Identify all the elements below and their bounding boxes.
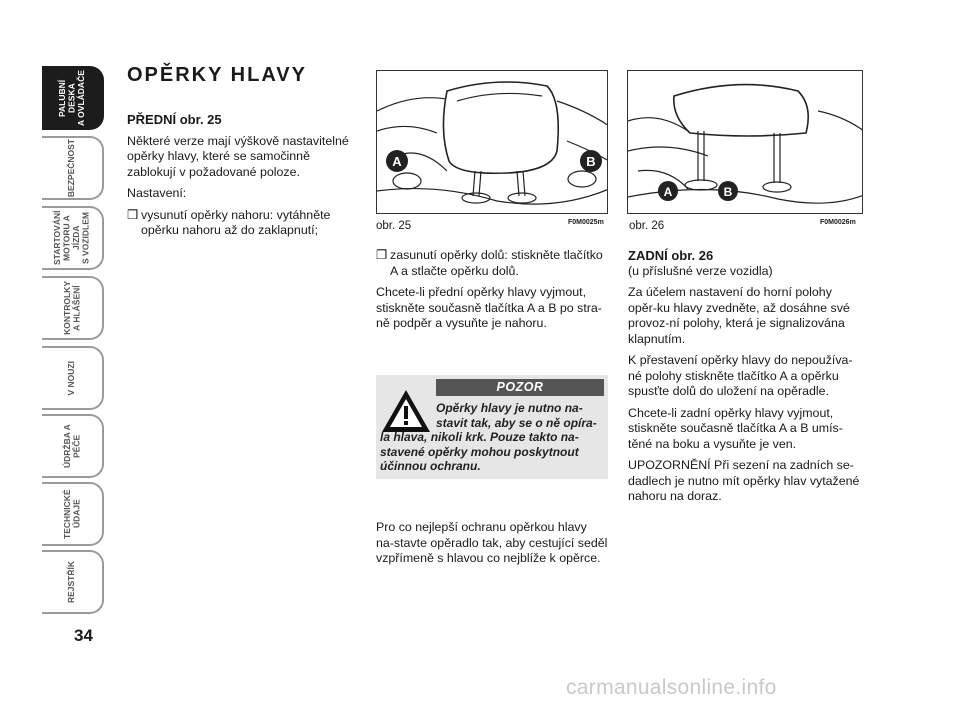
figure-26-caption: obr. 26 xyxy=(629,220,665,232)
front-intro: Některé verze mají výškově nastavitelné opěrky hlavy, které se samočinně zablokují v požadované poloze. xyxy=(127,133,349,179)
tab-kontrolky[interactable]: KONTROLKY A HLÁŠENÍ xyxy=(42,276,104,340)
label-b: B xyxy=(723,185,733,199)
middle-bottom-text: Pro co nejlepší ochranu opěrkou hlavy na-stavte opěradlo tak, aby cestující seděl vzpřímeně s hlavou co nejblíže k opěrce. xyxy=(376,520,608,565)
left-column xyxy=(127,112,359,239)
rear-p2: K přestavení opěrky hlavy do nepoužíva-né polohy stiskněte tlačítko A a opěrku spusťte dolů do uložení na opěradle. xyxy=(628,353,853,398)
tab-startovani[interactable]: STARTOVÁNÍ MOTORU A JÍZDA S VOZIDLEM xyxy=(42,206,104,270)
bullet-icon: ❒ xyxy=(376,248,388,262)
bullet-item: ❒ vysunutí opěrky nahoru: vytáhněte opěrku nahoru až do zaklapnutí; xyxy=(127,207,331,237)
rear-p3: Chcete-li zadní opěrky hlavy vyjmout, stiskněte současně tlačítka A a B umís-těné na boku a vysuňte je ven. xyxy=(628,405,843,451)
tab-udrzba[interactable]: ÚDRŽBA A PÉČE xyxy=(42,414,104,478)
rear-headrest-illustration xyxy=(628,71,863,214)
middle-column xyxy=(376,248,608,338)
bullet-icon: ❒ xyxy=(127,207,139,222)
rear-subheading: (u příslušné verze vozidla) xyxy=(628,263,773,278)
tab-rejstrik[interactable]: REJSTŘÍK xyxy=(42,550,104,614)
label-b: B xyxy=(586,154,596,169)
figure-25-code: F0M0025m xyxy=(568,219,604,226)
warning-text: Opěrky hlavy je nutno na- stavit tak, aby se o ně opíra- la hlava, nikoli krk. Pouze takto na-stavené opěrky mohou poskytnout účinnou ochranu. xyxy=(380,401,597,473)
figure-25 xyxy=(376,70,608,214)
front-removal-text: Chcete-li přední opěrky hlavy vyjmout, stiskněte současně tlačítka A a B po stra-ně podpěr a vysuňte je nahoru. xyxy=(376,285,602,330)
front-heading: PŘEDNÍ obr. 25 xyxy=(127,112,222,127)
page-number: 34 xyxy=(74,626,93,645)
rear-p1: Za účelem nastavení do horní polohy opěr-ku hlavy zvedněte, až dosáhne své provoz-ní polohy, která je signalizována klapnutím. xyxy=(628,285,850,346)
warning-title: POZOR xyxy=(436,379,604,396)
label-a: A xyxy=(392,154,402,169)
label-a: A xyxy=(663,185,673,199)
tab-technicke-udaje[interactable]: TECHNICKÉ ÚDAJE xyxy=(42,482,104,546)
tab-bezpecnost[interactable]: BEZPEČNOST xyxy=(42,136,104,200)
figure-25-caption: obr. 25 xyxy=(376,220,412,232)
setting-label: Nastavení: xyxy=(127,186,187,200)
watermark: carmanualsonline.info xyxy=(566,676,777,699)
figure-26 xyxy=(627,70,863,214)
warning-box xyxy=(376,375,608,479)
bullet-item: ❒ zasunutí opěrky dolů: stiskněte tlačítko A a stlačte opěrku dolů. xyxy=(376,248,603,278)
page-title: OPĚRKY HLAVY xyxy=(127,64,307,86)
front-headrest-illustration xyxy=(377,71,608,214)
right-column xyxy=(628,248,862,511)
tab-v-nouzi[interactable]: V NOUZI xyxy=(42,346,104,410)
rear-p4: UPOZORNĚNÍ Při sezení na zadních se-dadlech je nutno mít opěrky hlav vytažené nahoru na doraz. xyxy=(628,458,860,503)
tab-palubni-deska[interactable]: PALUBNÍ DESKA A OVLÁDAČE xyxy=(42,66,104,130)
rear-heading: ZADNÍ obr. 26 xyxy=(628,248,714,263)
figure-26-code: F0M0026m xyxy=(820,219,856,226)
